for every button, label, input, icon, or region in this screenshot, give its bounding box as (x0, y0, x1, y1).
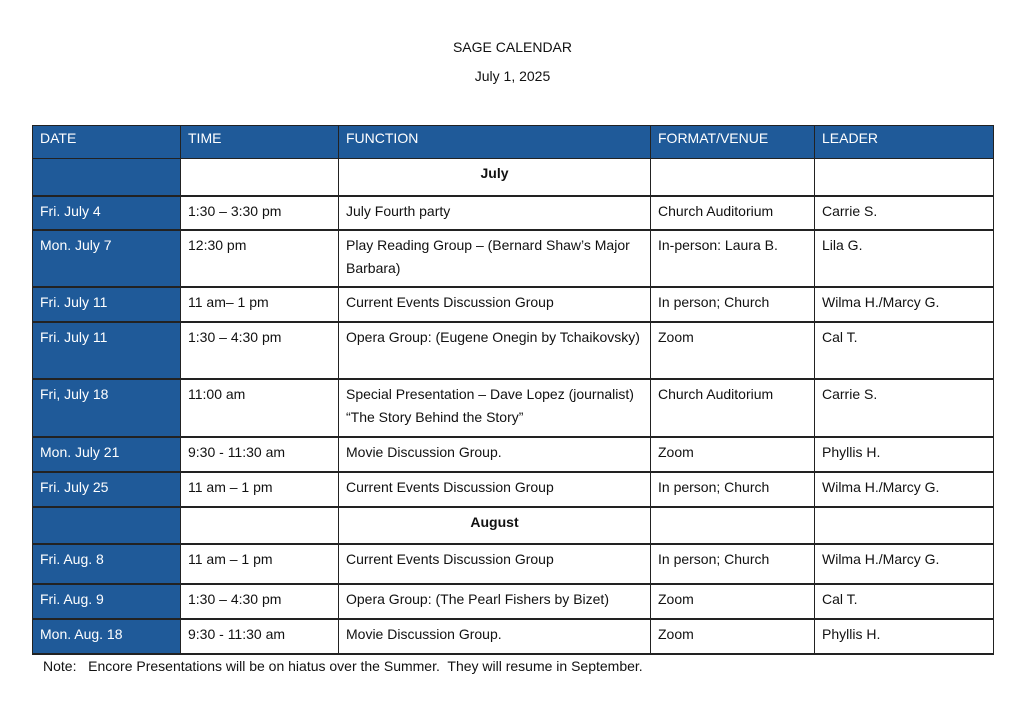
cell-date: Mon. July 7 (33, 230, 181, 287)
table-row (33, 619, 994, 654)
cell-function: Current Events Discussion Group (339, 287, 651, 322)
table-row (33, 322, 994, 379)
cell-time: 1:30 – 3:30 pm (181, 196, 339, 230)
cell-leader: Wilma H./Marcy G. (815, 287, 994, 322)
cell-time: 9:30 - 11:30 am (181, 619, 339, 654)
cell-time: 1:30 – 4:30 pm (181, 584, 339, 619)
cell-function: Movie Discussion Group. (339, 437, 651, 472)
cell-venue: In person; Church (651, 472, 815, 507)
cell-venue: Zoom (651, 437, 815, 472)
table-row (33, 230, 994, 287)
cell-date: Fri. Aug. 9 (33, 584, 181, 619)
section-label: August (339, 507, 651, 544)
cell-leader: Cal T. (815, 584, 994, 619)
cell-function: July Fourth party (339, 196, 651, 230)
cell-leader: Cal T. (815, 322, 994, 379)
cell-date: Fri. July 25 (33, 472, 181, 507)
cell-leader: Wilma H./Marcy G. (815, 544, 994, 584)
cell-leader: Phyllis H. (815, 437, 994, 472)
cell-venue: Zoom (651, 584, 815, 619)
cell-date: Fri. Aug. 8 (33, 544, 181, 584)
cell-time: 11 am – 1 pm (181, 472, 339, 507)
cell-function: Special Presentation – Dave Lopez (journalist) “The Story Behind the Story” (339, 379, 651, 437)
table-row (33, 287, 994, 322)
cell-date: Fri. July 4 (33, 196, 181, 230)
table-row (33, 379, 994, 437)
cell-leader: Carrie S. (815, 196, 994, 230)
cell-leader: Lila G. (815, 230, 994, 287)
section-date-cell (33, 159, 181, 196)
table-row (33, 196, 994, 230)
cell-venue: In person; Church (651, 287, 815, 322)
cell-date: Fri. July 11 (33, 287, 181, 322)
cell-function: Current Events Discussion Group (339, 544, 651, 584)
table-row (33, 437, 994, 472)
footnote: Note: Encore Presentations will be on hiatus over the Summer. They will resume in September. (43, 658, 643, 674)
section-venue-cell (651, 507, 815, 544)
column-header-date: DATE (33, 126, 181, 159)
cell-date: Mon. July 21 (33, 437, 181, 472)
table-header-row (33, 126, 994, 159)
section-leader-cell (815, 507, 994, 544)
column-header-leader: LEADER (815, 126, 994, 159)
section-label: July (339, 159, 651, 196)
column-header-venue: FORMAT/VENUE (651, 126, 815, 159)
table-row (33, 472, 994, 507)
calendar-table (32, 125, 994, 655)
table-row (33, 584, 994, 619)
cell-leader: Carrie S. (815, 379, 994, 437)
cell-venue: In-person: Laura B. (651, 230, 815, 287)
column-header-function: FUNCTION (339, 126, 651, 159)
cell-venue: Zoom (651, 619, 815, 654)
cell-leader: Phyllis H. (815, 619, 994, 654)
section-date-cell (33, 507, 181, 544)
cell-venue: Zoom (651, 322, 815, 379)
cell-function: Current Events Discussion Group (339, 472, 651, 507)
cell-date: Mon. Aug. 18 (33, 619, 181, 654)
section-row (33, 507, 994, 544)
cell-time: 11:00 am (181, 379, 339, 437)
column-header-time: TIME (181, 126, 339, 159)
cell-leader: Wilma H./Marcy G. (815, 472, 994, 507)
section-time-cell (181, 159, 339, 196)
cell-time: 11 am– 1 pm (181, 287, 339, 322)
cell-time: 1:30 – 4:30 pm (181, 322, 339, 379)
section-row (33, 159, 994, 196)
cell-date: Fri, July 18 (33, 379, 181, 437)
section-leader-cell (815, 159, 994, 196)
section-time-cell (181, 507, 339, 544)
cell-time: 9:30 - 11:30 am (181, 437, 339, 472)
cell-venue: Church Auditorium (651, 196, 815, 230)
document-date: July 1, 2025 (474, 68, 551, 84)
cell-function: Movie Discussion Group. (339, 619, 651, 654)
cell-time: 11 am – 1 pm (181, 544, 339, 584)
cell-function: Play Reading Group – (Bernard Shaw’s Major Barbara) (339, 230, 651, 287)
cell-function: Opera Group: (The Pearl Fishers by Bizet) (339, 584, 651, 619)
document-title: SAGE CALENDAR (452, 39, 573, 55)
cell-venue: Church Auditorium (651, 379, 815, 437)
cell-time: 12:30 pm (181, 230, 339, 287)
cell-function: Opera Group: (Eugene Onegin by Tchaikovsky) (339, 322, 651, 379)
table-row (33, 544, 994, 584)
section-venue-cell (651, 159, 815, 196)
cell-date: Fri. July 11 (33, 322, 181, 379)
cell-venue: In person; Church (651, 544, 815, 584)
